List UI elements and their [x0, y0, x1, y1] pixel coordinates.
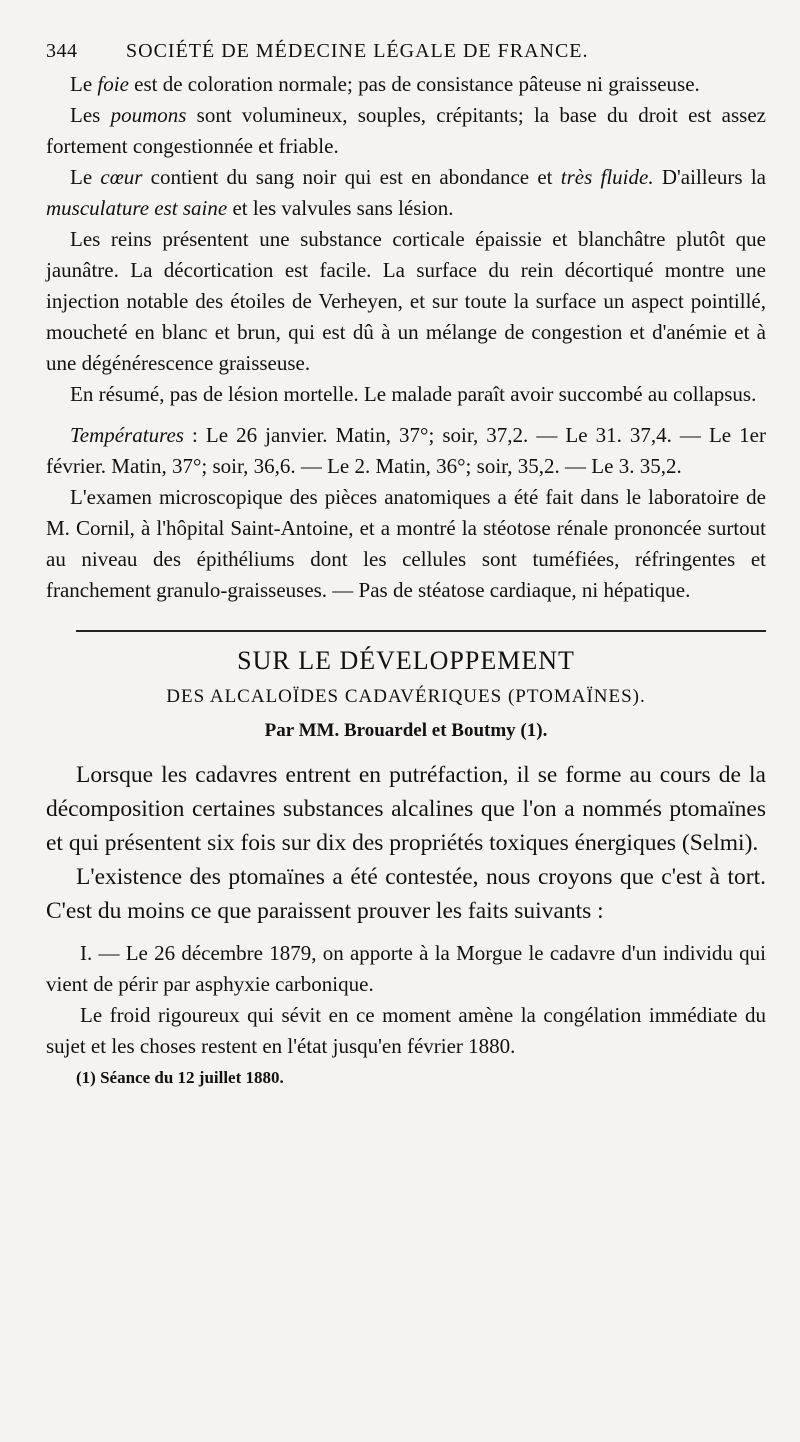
section-divider [76, 630, 766, 632]
article-authors: Par MM. Brouardel et Boutmy (1). [264, 720, 548, 741]
article-title: SUR LE DÉVELOPPEMENT [237, 646, 575, 675]
page-number: 344 [46, 40, 78, 62]
paragraph-examen: L'examen microscopique des pièces anatomiques a été fait dans le laboratoire de M. Cornil, à l'hôpital Saint-Antoine, et a montré la stéotose rénale prononcée surtout au niveau des épithéliums dont les cellules sont tuméfiées, réfringentes et franchement granulo-graisseuses. — Pas de stéatose cardiaque, ni hépatique. [46, 485, 766, 602]
paragraph-poumons: Les poumons sont volumineux, souples, crépitants; la base du droit est assez fortement congestionnée et friable. [46, 103, 766, 158]
page [46, 40, 766, 1088]
running-head: SOCIÉTÉ DE MÉDECINE LÉGALE DE FRANCE. [126, 40, 589, 62]
footnote: (1) Séance du 12 juillet 1880. [76, 1068, 284, 1087]
article-paragraph-2: L'existence des ptomaïnes a été contestée, nous croyons que c'est à tort. C'est du moins ce que paraissent prouver les faits suivants : [46, 864, 766, 924]
article-subtitle: DES ALCALOÏDES CADAVÉRIQUES (PTOMAÏNES). [166, 686, 646, 707]
article-paragraph-4: Le froid rigoureux qui sévit en ce moment amène la congélation immédiate du sujet et les choses restent en l'état jusqu'en février 1880. [46, 1003, 766, 1058]
article-paragraph-1: Lorsque les cadavres entrent en putréfaction, il se forme au cours de la décomposition certaines substances alcalines que l'on a nommés ptomaïnes et qui présentent six fois sur dix des propriétés toxiques énergiques (Selmi). [46, 762, 766, 856]
paragraph-temperatures: Températures : Le 26 janvier. Matin, 37°; soir, 37,2. — Le 31. 37,4. — Le 1er février. Matin, 37°; soir, 36,6. — Le 2. Matin, 36°; soir, 35,2. — Le 3. 35,2. [46, 423, 766, 478]
paragraph-resume: En résumé, pas de lésion mortelle. Le malade paraît avoir succombé au collapsus. [70, 382, 757, 406]
page-header [46, 40, 766, 63]
paragraph-reins: Les reins présentent une substance corticale épaissie et blanchâtre plutôt que jaunâtre. La décortication est facile. La surface du rein décortiqué montre une injection notable des étoiles de Verheyen, et sur toute la surface un aspect pointillé, moucheté en blanc et brun, qui est dû à un mélange de congestion et d'anémie et à une dégénérescence graisseuse. [46, 227, 766, 375]
paragraph-coeur: Le cœur contient du sang noir qui est en abondance et très fluide. D'ailleurs la musculature est saine et les valvules sans lésion. [46, 165, 767, 220]
article-paragraph-3: I. — Le 26 décembre 1879, on apporte à la Morgue le cadavre d'un individu qui vient de périr par asphyxie carbonique. [46, 941, 766, 996]
paragraph-foie: Le foie est de coloration normale; pas de consistance pâteuse ni graisseuse. [70, 72, 700, 96]
